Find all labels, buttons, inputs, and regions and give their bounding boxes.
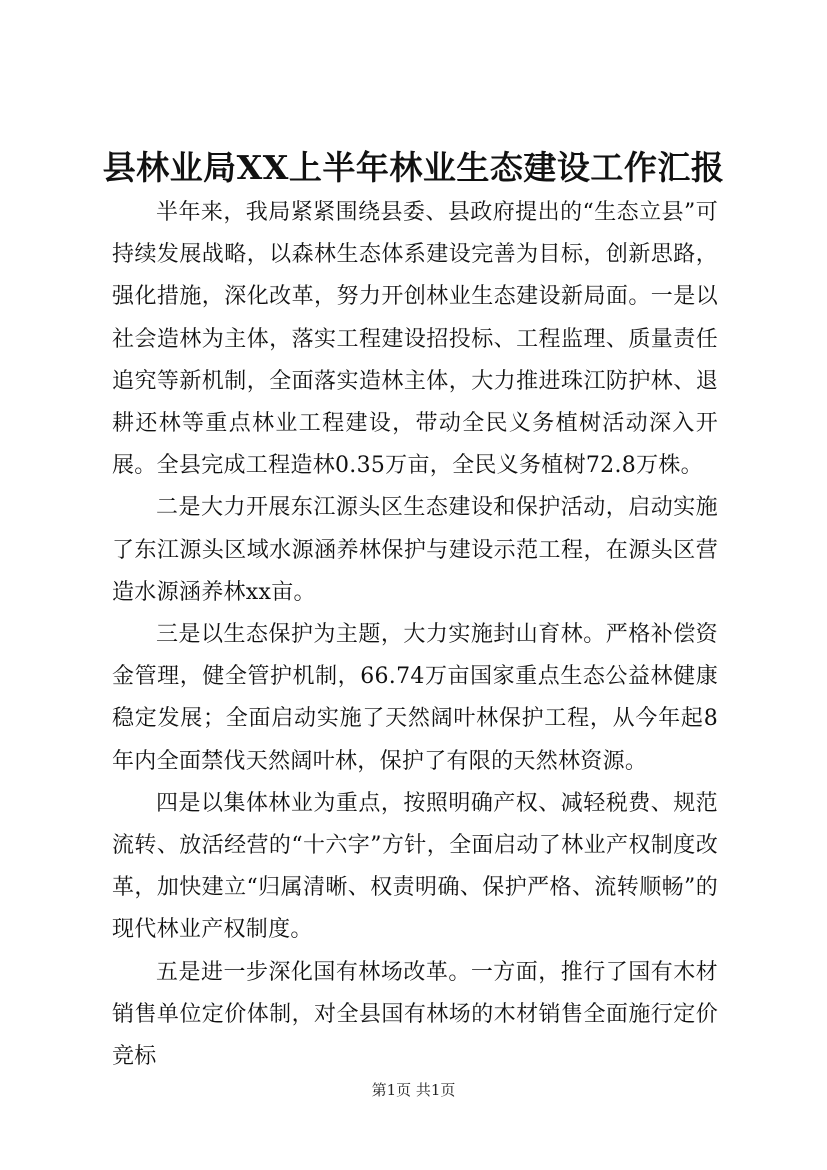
document-body (112, 192, 718, 1078)
page-number-footer: 第1页 共1页 (371, 1081, 456, 1099)
paragraph-4: 四是以集体林业为重点，按照明确产权、减轻税费、规范流转、放活经营的“十六字”方针，全面启动了林业产权制度改革，加快建立“归属清晰、权责明确、保护严格、流转顺畅”的现代林业产权制度。 (112, 790, 718, 943)
paragraph-2: 二是大力开展东江源头区生态建设和保护活动，启动实施了东江源头区域水源涵养林保护与建设示范工程，在源头区营造水源涵养林xx亩。 (112, 495, 718, 605)
paragraph-5: 五是进一步深化国有林场改革。一方面，推行了国有木材销售单位定价体制，对全县国有林场的木材销售全面施行定价竞标 (112, 959, 718, 1070)
document-title: 县林业局XX上半年林业生态建设工作汇报 (102, 148, 725, 187)
paragraph-3: 三是以生态保护为主题，大力实施封山育林。严格补偿资金管理，健全管护机制，66.74万亩国家重点生态公益林健康稳定发展；全面启动实施了天然阔叶林保护工程，从今年起8年内全面禁伐天然阔叶林，保护了有限的天然林资源。 (112, 622, 718, 774)
paragraph-1: 半年来，我局紧紧围绕县委、县政府提出的“生态立县”可持续发展战略，以森林生态体系建设完善为目标，创新思路，强化措施，深化改革，努力开创林业生态建设新局面。一是以社会造林为主体，落实工程建设招投标、工程监理、质量责任追究等新机制，全面落实造林主体，大力推进珠江防护林、退耕还林等重点林业工程建设，带动全民义务植树活动深入开展。全县完成工程造林0.35万亩，全民义务植树72.8万株。 (112, 200, 718, 479)
